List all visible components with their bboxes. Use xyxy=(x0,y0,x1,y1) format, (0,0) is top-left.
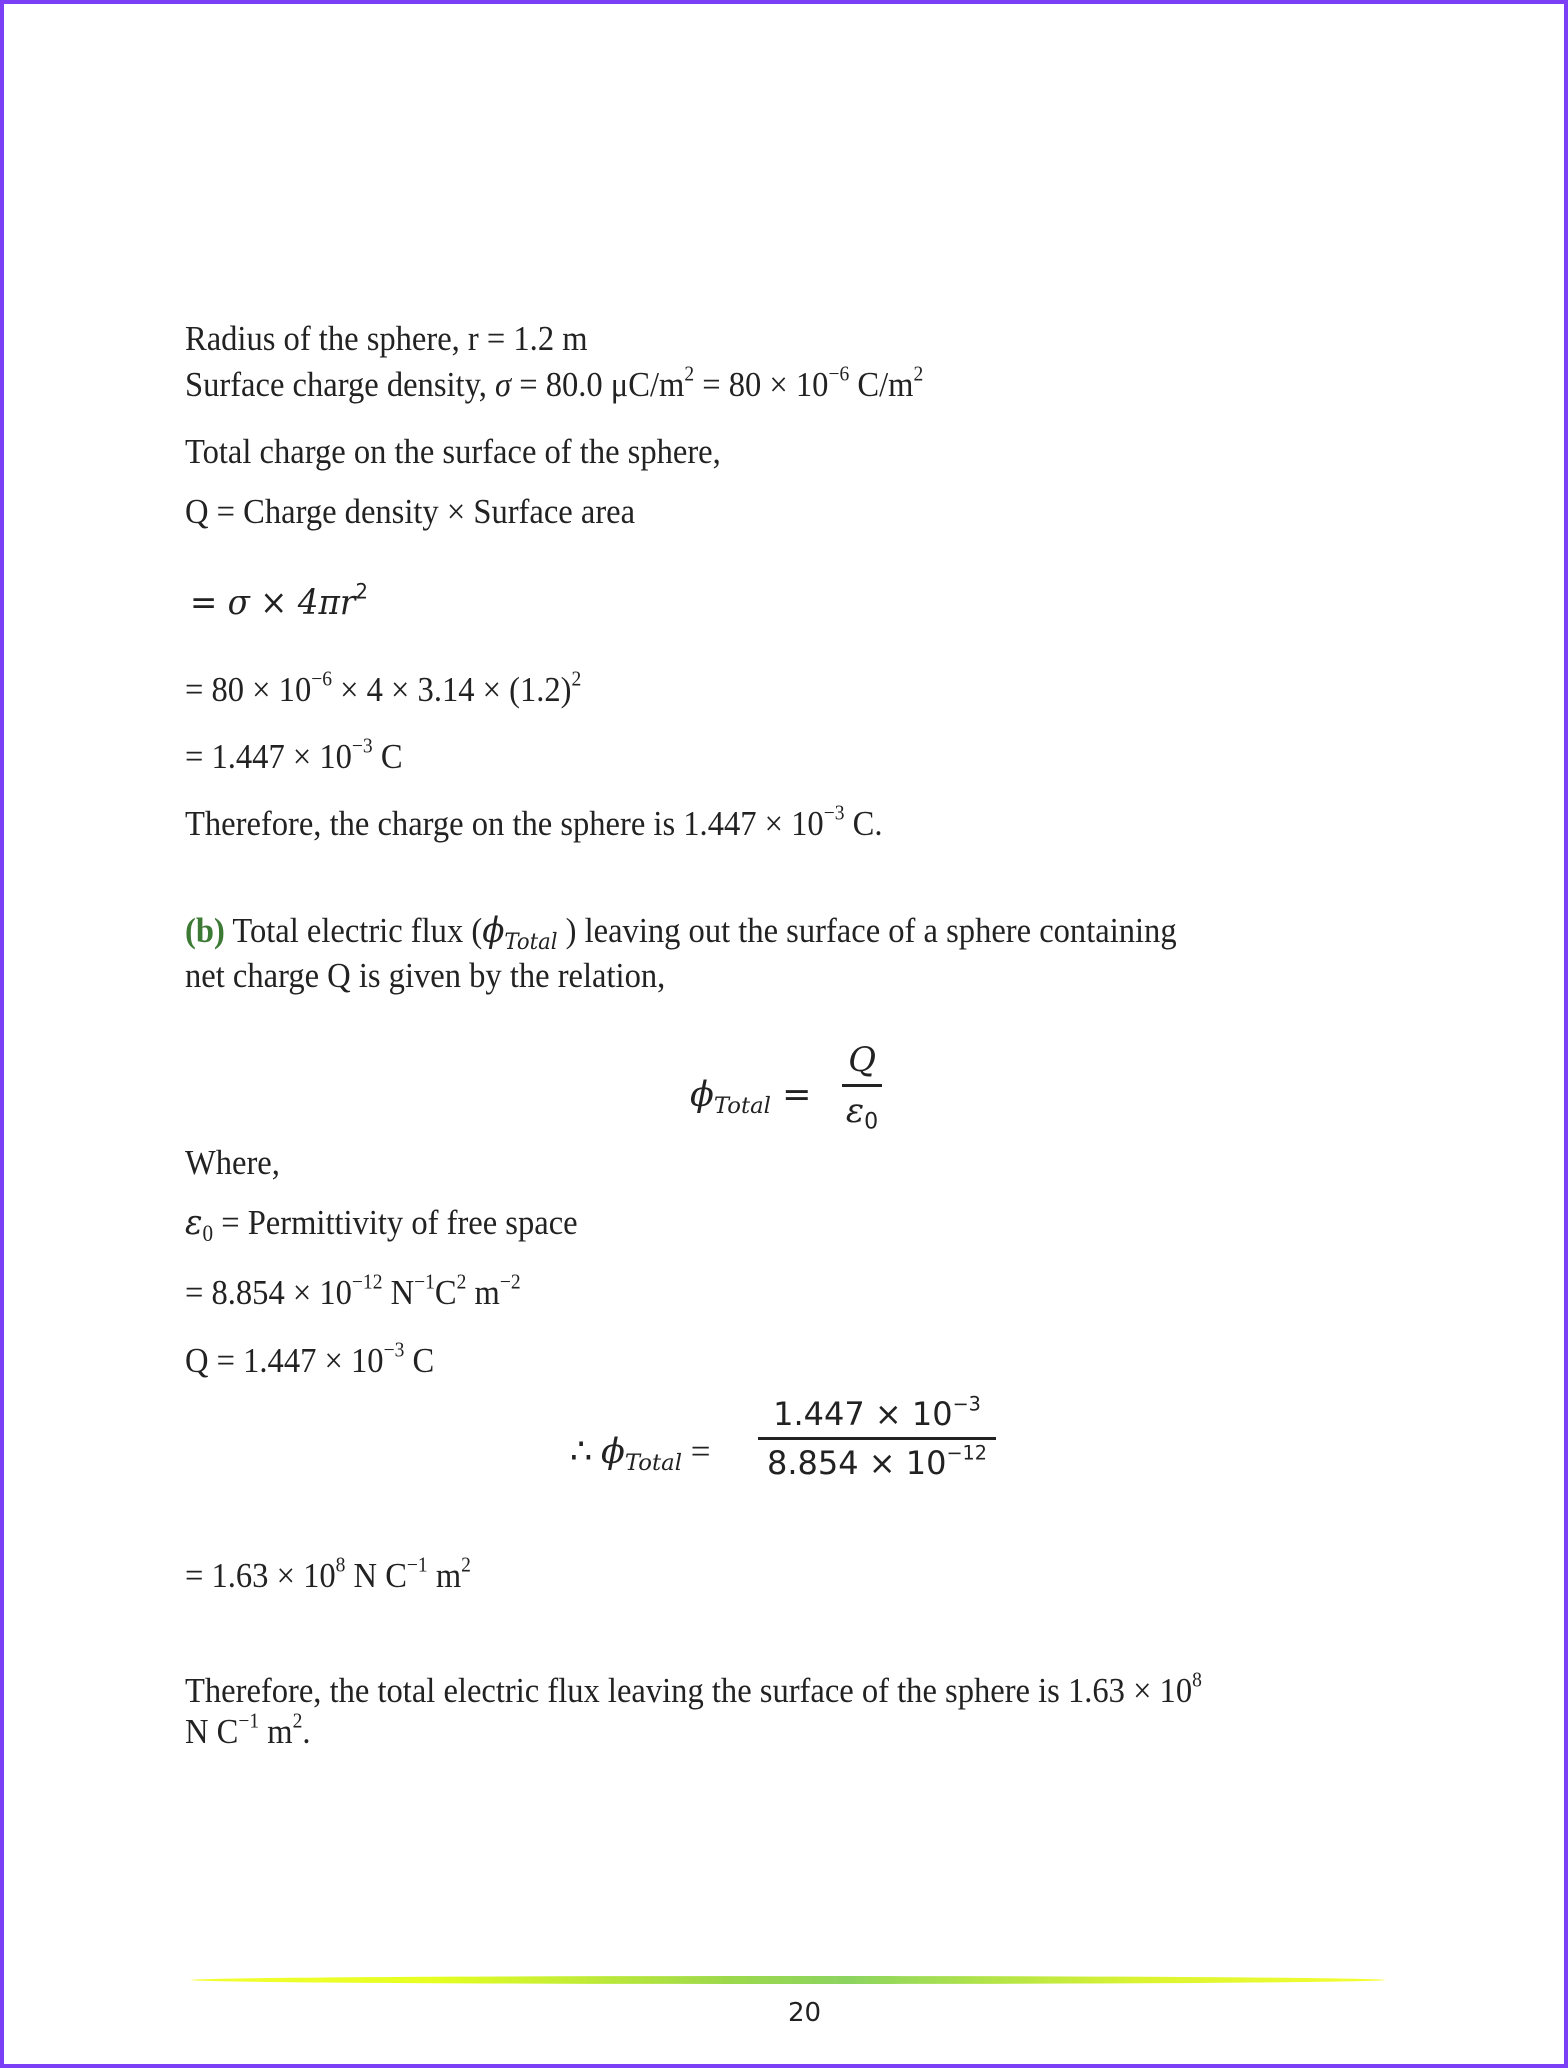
therefore-flux-line: Therefore, the total electric flux leaving the surface of the sphere is $1.63 \times 10^8$ xyxy=(185,1667,1202,1710)
footer-divider xyxy=(191,1976,1385,1984)
therefore-charge-line: Therefore, the charge on the sphere is $1.447 \times 10^{-3}$ C. xyxy=(185,800,883,843)
flux-result-line: = $1.63 \times 10^8$ N $C^{-1}$ $m^2$ xyxy=(185,1552,471,1595)
charge-density-line: Surface charge density, σ = 80.0 $\mu C/m^2 = 80 \times 10^{-6}$ $C/m^2$ xyxy=(185,361,924,404)
part-b-line: (b) Total electric flux ($\phi_{Total}$ ) leaving out the surface of a sphere containing xyxy=(185,911,1177,955)
where-line: Where, xyxy=(185,1143,280,1182)
formula-line: = $\sigma \times 4\pi r^2$ xyxy=(190,579,368,623)
flux-calc-lhs: ∴ $\phi_{Total}$ = xyxy=(570,1432,711,1476)
permittivity-line: $\varepsilon_0$ = Permittivity of free space xyxy=(185,1203,578,1246)
total-charge-line: Total charge on the surface of the sphere, xyxy=(185,432,721,471)
q-definition-line: Q = Charge density × Surface area xyxy=(185,492,636,531)
flux-fraction: Q $\varepsilon_0$ xyxy=(842,1040,882,1131)
radius-line: Radius of the sphere, r = 1.2 m xyxy=(185,319,588,358)
page-number: 20 xyxy=(788,1998,822,2028)
flux-equation-lhs: $\phi_{Total}$ = xyxy=(690,1075,812,1119)
therefore-flux-line-2: N $C^{-1}$ $m^2$. xyxy=(185,1708,311,1751)
calculation-line: = $80 \times 10^{-6} \times 4 \times 3.14 \times (1.2)^2$ xyxy=(185,666,582,709)
q-value-line: $Q = 1.447 \times 10^{-3}$ C xyxy=(185,1337,435,1380)
result-line: = $1.447 \times 10^{-3}$ C xyxy=(185,733,403,776)
permittivity-value-line: = $8.854 \times 10^{-12}$ $N^{-1}C^2$ $m^{-2}$ xyxy=(185,1269,521,1312)
flux-calc-fraction: $1.447 \times 10^{-3}$ $8.854 \times 10^{-12}$ xyxy=(758,1395,996,1482)
part-b-line-2: net charge Q is given by the relation, xyxy=(185,956,666,995)
